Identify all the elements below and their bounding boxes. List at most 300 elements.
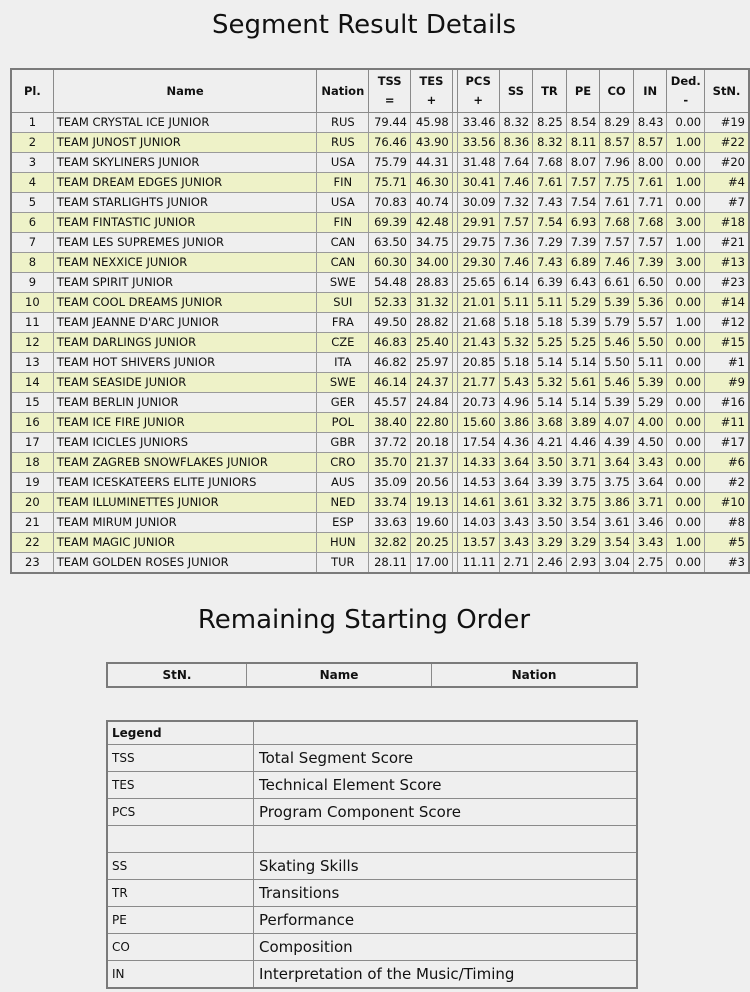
table-cell: 8.43 [633,113,667,133]
table-cell: TEAM COOL DREAMS JUNIOR [53,293,317,313]
table-cell: 45.57 [369,393,411,413]
legend-title: Legend [107,721,254,745]
table-cell: 1.00 [667,173,705,193]
table-cell: 8.11 [566,133,600,153]
table-cell: TEAM ILLUMINETTES JUNIOR [53,493,317,513]
table-cell: TEAM DARLINGS JUNIOR [53,333,317,353]
table-cell: 29.30 [457,253,499,273]
legend-desc: Interpretation of the Music/Timing [254,961,638,989]
table-cell: #7 [705,193,749,213]
legend-abbr: TSS [107,745,254,772]
table-cell: TEAM BERLIN JUNIOR [53,393,317,413]
table-cell: 3.50 [533,513,567,533]
table-cell: 15.60 [457,413,499,433]
table-cell: 3.86 [499,413,533,433]
table-cell: 60.30 [369,253,411,273]
table-cell: 16 [11,413,53,433]
table-cell: #6 [705,453,749,473]
table-cell: 3.43 [633,453,667,473]
table-row [11,233,749,253]
table-cell: 7.43 [533,193,567,213]
table-cell: #13 [705,253,749,273]
legend-desc [254,826,638,853]
table-cell: 5.11 [533,293,567,313]
table-cell: #14 [705,293,749,313]
table-cell: CAN [317,253,369,273]
legend-row [107,961,637,989]
table-cell: 17.54 [457,433,499,453]
table-cell: 3 [11,153,53,173]
table-cell: 69.39 [369,213,411,233]
table-cell: 5.14 [533,393,567,413]
col-ded: Ded. - [667,69,705,113]
table-cell: 3.39 [533,473,567,493]
table-cell: 5.29 [566,293,600,313]
table-cell: 5.46 [600,333,634,353]
table-cell: TEAM SPIRIT JUNIOR [53,273,317,293]
table-cell: 19.13 [411,493,453,513]
table-cell: #19 [705,113,749,133]
col-pcs: PCS + [457,69,499,113]
table-cell: RUS [317,133,369,153]
table-cell: 2.71 [499,553,533,574]
table-cell: TEAM MIRUM JUNIOR [53,513,317,533]
table-cell: TEAM CRYSTAL ICE JUNIOR [53,113,317,133]
table-cell: 5.57 [633,313,667,333]
table-cell: 7.61 [633,173,667,193]
table-cell: 0.00 [667,333,705,353]
table-cell: 4.96 [499,393,533,413]
table-cell: 8.29 [600,113,634,133]
table-cell: 3.64 [600,453,634,473]
table-cell: 32.82 [369,533,411,553]
table-cell: 3.71 [566,453,600,473]
table-cell: 3.43 [499,513,533,533]
table-cell: #18 [705,213,749,233]
table-cell: 3.43 [499,533,533,553]
table-cell: HUN [317,533,369,553]
table-cell: 6.39 [533,273,567,293]
table-cell: 20.85 [457,353,499,373]
table-cell: 1 [11,113,53,133]
col-stn: StN. [705,69,749,113]
table-cell: 5.14 [533,353,567,373]
table-cell: 0.00 [667,393,705,413]
table-cell: 13.57 [457,533,499,553]
table-cell: FIN [317,213,369,233]
table-row [11,413,749,433]
table-cell: 37.72 [369,433,411,453]
table-cell: 2.46 [533,553,567,574]
table-cell: 3.68 [533,413,567,433]
table-cell: 5.61 [566,373,600,393]
legend-row [107,826,637,853]
table-cell: 46.14 [369,373,411,393]
table-cell: #21 [705,233,749,253]
table-cell: GER [317,393,369,413]
table-cell: 8.32 [499,113,533,133]
legend-desc: Skating Skills [254,853,638,880]
legend-desc: Technical Element Score [254,772,638,799]
table-cell: 4.50 [633,433,667,453]
table-cell: 21.43 [457,333,499,353]
table-cell: 7.68 [533,153,567,173]
table-cell: TEAM ICICLES JUNIORS [53,433,317,453]
legend-abbr: PCS [107,799,254,826]
table-cell: 5.50 [633,333,667,353]
table-cell: 3.75 [566,473,600,493]
col-pl: Pl. [11,69,53,113]
table-row [11,253,749,273]
table-row [11,473,749,493]
table-row [11,293,749,313]
table-cell: 22 [11,533,53,553]
legend-abbr [107,826,254,853]
table-cell: 45.98 [411,113,453,133]
table-cell: 7.57 [566,173,600,193]
col-name: Name [53,69,317,113]
table-cell: 25.97 [411,353,453,373]
table-cell: 14 [11,373,53,393]
table-cell: RUS [317,113,369,133]
table-cell: 7.75 [600,173,634,193]
table-cell: TEAM DREAM EDGES JUNIOR [53,173,317,193]
table-cell: 7.46 [499,173,533,193]
legend-row [107,907,637,934]
table-cell: 7.54 [566,193,600,213]
table-cell: #22 [705,133,749,153]
table-cell: 34.75 [411,233,453,253]
table-cell: 6.93 [566,213,600,233]
table-cell: 4.46 [566,433,600,453]
table-row [11,113,749,133]
table-cell: 52.33 [369,293,411,313]
table-cell: 20.18 [411,433,453,453]
table-cell: 6.43 [566,273,600,293]
table-cell: #15 [705,333,749,353]
table-cell: #16 [705,393,749,413]
table-cell: #9 [705,373,749,393]
table-cell: 5.18 [499,313,533,333]
table-cell: 5 [11,193,53,213]
legend-desc: Performance [254,907,638,934]
legend-table [106,720,638,989]
table-cell: #4 [705,173,749,193]
table-cell: 7.54 [533,213,567,233]
table-cell: 29.75 [457,233,499,253]
table-cell: 9 [11,273,53,293]
table-row [11,273,749,293]
table-cell: 21.37 [411,453,453,473]
table-cell: 25.65 [457,273,499,293]
table-cell: 7.32 [499,193,533,213]
table-cell: 8 [11,253,53,273]
table-cell: 1.00 [667,233,705,253]
legend-desc: Composition [254,934,638,961]
table-cell: 5.11 [499,293,533,313]
table-cell: 0.00 [667,193,705,213]
table-cell: 4.39 [600,433,634,453]
table-cell: TEAM SEASIDE JUNIOR [53,373,317,393]
table-cell: 7.39 [633,253,667,273]
page-title: Segment Result Details [211,10,516,40]
table-cell: 8.54 [566,113,600,133]
table-cell: 17 [11,433,53,453]
table-cell: 4.36 [499,433,533,453]
table-cell: 4.21 [533,433,567,453]
table-cell: 3.29 [533,533,567,553]
table-cell: CRO [317,453,369,473]
table-cell: 7.61 [533,173,567,193]
table-cell: TEAM ZAGREB SNOWFLAKES JUNIOR [53,453,317,473]
table-row [11,353,749,373]
table-cell: FIN [317,173,369,193]
table-cell: 8.00 [633,153,667,173]
table-cell: 6 [11,213,53,233]
table-cell: #3 [705,553,749,574]
table-cell: 0.00 [667,413,705,433]
table-cell: 3.54 [600,533,634,553]
col-in: IN [633,69,667,113]
table-cell: 0.00 [667,493,705,513]
legend-desc: Total Segment Score [254,745,638,772]
table-cell: 75.79 [369,153,411,173]
table-cell: 54.48 [369,273,411,293]
table-cell: 30.41 [457,173,499,193]
col-ss: SS [499,69,533,113]
table-cell: FRA [317,313,369,333]
table-cell: 19.60 [411,513,453,533]
table-row [11,133,749,153]
table-cell: 19 [11,473,53,493]
table-cell: 1.00 [667,533,705,553]
table-cell: #8 [705,513,749,533]
table-cell: 7.96 [600,153,634,173]
table-cell: AUS [317,473,369,493]
table-cell: 24.37 [411,373,453,393]
table-cell: 7.57 [633,233,667,253]
table-cell: 3.64 [499,453,533,473]
legend-desc: Transitions [254,880,638,907]
table-cell: CAN [317,233,369,253]
table-cell: 0.00 [667,453,705,473]
table-cell: 3.04 [600,553,634,574]
table-cell: 0.00 [667,273,705,293]
table-cell: 31.48 [457,153,499,173]
results-header-row [11,69,749,113]
table-cell: 5.39 [566,313,600,333]
legend-row [107,799,637,826]
table-cell: TEAM GOLDEN ROSES JUNIOR [53,553,317,574]
table-cell: 3.86 [600,493,634,513]
table-cell: 0.00 [667,513,705,533]
table-cell: 4 [11,173,53,193]
table-cell: 3.75 [566,493,600,513]
table-cell: SWE [317,373,369,393]
table-row [11,313,749,333]
table-cell: 2 [11,133,53,153]
col-tr: TR [533,69,567,113]
table-cell: TEAM ICESKATEERS ELITE JUNIORS [53,473,317,493]
table-cell: 5.18 [533,313,567,333]
table-cell: 8.57 [600,133,634,153]
table-cell: 3.00 [667,213,705,233]
table-cell: TEAM SKYLINERS JUNIOR [53,153,317,173]
table-cell: 0.00 [667,433,705,453]
table-cell: 49.50 [369,313,411,333]
col-nation: Nation [317,69,369,113]
table-cell: #5 [705,533,749,553]
legend-abbr: TES [107,772,254,799]
table-cell: 22.80 [411,413,453,433]
table-cell: 21.01 [457,293,499,313]
table-cell: 43.90 [411,133,453,153]
table-cell: 1.00 [667,313,705,333]
legend-abbr: IN [107,961,254,989]
table-row [11,393,749,413]
legend-abbr: CO [107,934,254,961]
table-cell: 46.30 [411,173,453,193]
table-cell: 3.61 [600,513,634,533]
table-row [11,153,749,173]
table-cell: SWE [317,273,369,293]
table-row [11,193,749,213]
table-cell: 7.64 [499,153,533,173]
table-cell: 63.50 [369,233,411,253]
table-cell: 7.46 [499,253,533,273]
table-cell: 14.53 [457,473,499,493]
table-cell: #1 [705,353,749,373]
legend-row [107,853,637,880]
col-co: CO [600,69,634,113]
table-cell: 8.36 [499,133,533,153]
table-row [11,493,749,513]
table-cell: 7.68 [600,213,634,233]
table-cell: 5.79 [600,313,634,333]
table-cell: NED [317,493,369,513]
table-cell: 3.50 [533,453,567,473]
table-cell: 24.84 [411,393,453,413]
table-row [11,513,749,533]
table-cell: 33.74 [369,493,411,513]
table-cell: 42.48 [411,213,453,233]
table-cell: 7.43 [533,253,567,273]
col-tes: TES + [411,69,453,113]
table-cell: 75.71 [369,173,411,193]
table-cell: 7.57 [499,213,533,233]
table-cell: 6.89 [566,253,600,273]
table-cell: 3.32 [533,493,567,513]
table-cell: 70.83 [369,193,411,213]
table-cell: 33.63 [369,513,411,533]
table-cell: 2.93 [566,553,600,574]
remaining-order-title: Remaining Starting Order [197,605,531,635]
table-cell: 7.29 [533,233,567,253]
legend-row [107,934,637,961]
table-cell: 17.00 [411,553,453,574]
table-cell: 5.32 [533,373,567,393]
order-col-stn: StN. [107,663,247,687]
table-cell: 30.09 [457,193,499,213]
table-cell: 28.11 [369,553,411,574]
table-cell: 8.07 [566,153,600,173]
table-cell: 7.36 [499,233,533,253]
table-cell: 5.39 [600,393,634,413]
table-cell: 14.33 [457,453,499,473]
table-cell: 0.00 [667,293,705,313]
table-cell: 0.00 [667,473,705,493]
table-cell: 3.61 [499,493,533,513]
table-cell: 29.91 [457,213,499,233]
table-row [11,433,749,453]
table-cell: 3.89 [566,413,600,433]
table-cell: 6.50 [633,273,667,293]
table-row [11,373,749,393]
table-cell: 5.50 [600,353,634,373]
table-cell: 5.36 [633,293,667,313]
table-cell: TEAM NEXXICE JUNIOR [53,253,317,273]
table-cell: 20 [11,493,53,513]
table-cell: 6.61 [600,273,634,293]
table-cell: 12 [11,333,53,353]
order-col-nation: Nation [432,663,638,687]
table-cell: TUR [317,553,369,574]
table-cell: 21 [11,513,53,533]
table-cell: TEAM JEANNE D'ARC JUNIOR [53,313,317,333]
table-cell: 11 [11,313,53,333]
table-cell: 3.54 [566,513,600,533]
table-cell: 10 [11,293,53,313]
table-cell: #2 [705,473,749,493]
table-cell: 3.43 [633,533,667,553]
table-row [11,553,749,574]
table-cell: TEAM STARLIGHTS JUNIOR [53,193,317,213]
table-cell: 7.57 [600,233,634,253]
table-cell: 20.25 [411,533,453,553]
table-cell: #11 [705,413,749,433]
table-cell: 0.00 [667,373,705,393]
table-cell: 4.07 [600,413,634,433]
table-cell: 25.40 [411,333,453,353]
legend-abbr: TR [107,880,254,907]
table-cell: 35.09 [369,473,411,493]
table-cell: 3.64 [633,473,667,493]
table-cell: 0.00 [667,153,705,173]
table-cell: ITA [317,353,369,373]
table-row [11,333,749,353]
table-cell: 3.71 [633,493,667,513]
table-cell: 8.32 [533,133,567,153]
table-cell: 5.43 [499,373,533,393]
table-cell: 20.73 [457,393,499,413]
table-cell: 7.39 [566,233,600,253]
table-cell: 1.00 [667,133,705,153]
table-cell: 20.56 [411,473,453,493]
table-cell: 21.68 [457,313,499,333]
table-cell: 3.29 [566,533,600,553]
table-cell: 0.00 [667,113,705,133]
col-tss: TSS = [369,69,411,113]
table-cell: TEAM MAGIC JUNIOR [53,533,317,553]
table-cell: TEAM FINTASTIC JUNIOR [53,213,317,233]
table-cell: 8.57 [633,133,667,153]
table-cell: 5.39 [600,293,634,313]
table-cell: 5.29 [633,393,667,413]
table-cell: 18 [11,453,53,473]
col-pe: PE [566,69,600,113]
legend-row [107,772,637,799]
table-row [11,533,749,553]
